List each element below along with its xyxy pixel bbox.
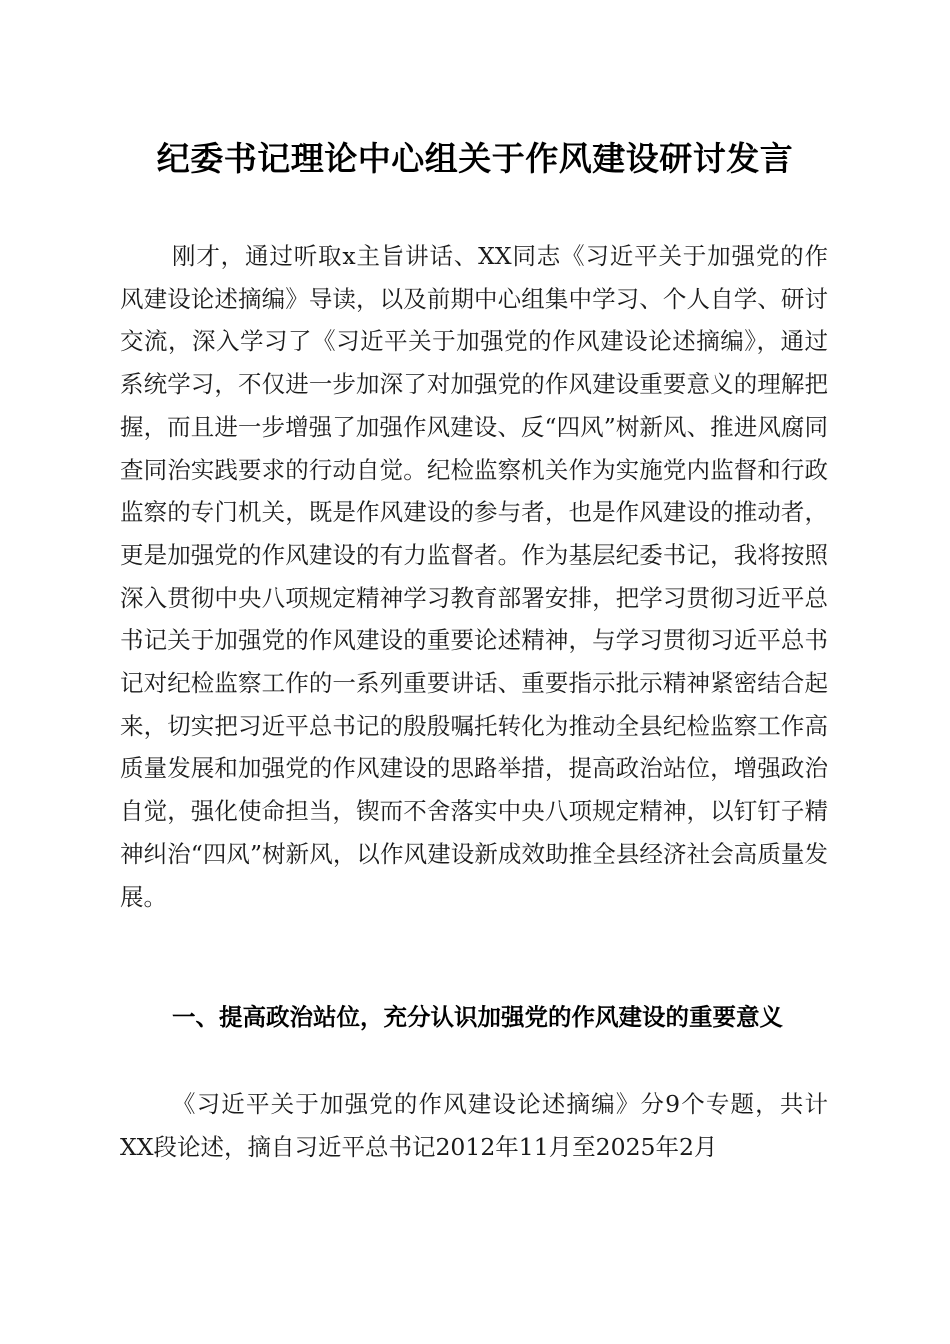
section-heading-1: 一、提高政治站位，充分认识加强党的作风建设的重要意义 — [172, 1003, 783, 1031]
document-title: 纪委书记理论中心组关于作风建设研讨发言 — [156, 139, 794, 178]
intro-paragraph: 刚才，通过听取x主旨讲话、XX同志《习近平关于加强党的作风建设论述摘编》导读，以及前期中心组集中学习、个人自学、研讨交流，深入学习了《习近平关于加强党的作风建设论述摘编》，通过系统学习，不仅进一步加深了对加强党的作风建设重要意义的理解把握，而且进一步增强了加强作风建设、反“四风”树新风、推进风腐同查同治实践要求的行动自觉。纪检监察机关作为实施党内监督和行政监察的专门机关，既是作风建设的参与者，也是作风建设的推动者，更是加强党的作风建设的有力监督者。作为基层纪委书记，我将按照深入贯彻中央八项规定精神学习教育部署安排，把学习贯彻习近平总书记关于加强党的作风建设的重要论述精神，与学习贯彻习近平总书记对纪检监察工作的一系列重要讲话、重要指示批示精神紧密结合起来，切实把习近平总书记的殷殷嘱托转化为推动全县纪检监察工作高质量发展和加强党的作风建设的思路举措，提高政治站位，增强政治自觉，强化使命担当，锲而不舍落实中央八项规定精神，以钉钉子精神纠治“四风”树新风，以作风建设新成效助推全县经济社会高质量发展。 — [120, 242, 828, 911]
section-1-paragraph: 《习近平关于加强党的作风建设论述摘编》分9个专题，共计XX段论述，摘自习近平总书记2012年11月至2025年2月 — [120, 1090, 828, 1161]
